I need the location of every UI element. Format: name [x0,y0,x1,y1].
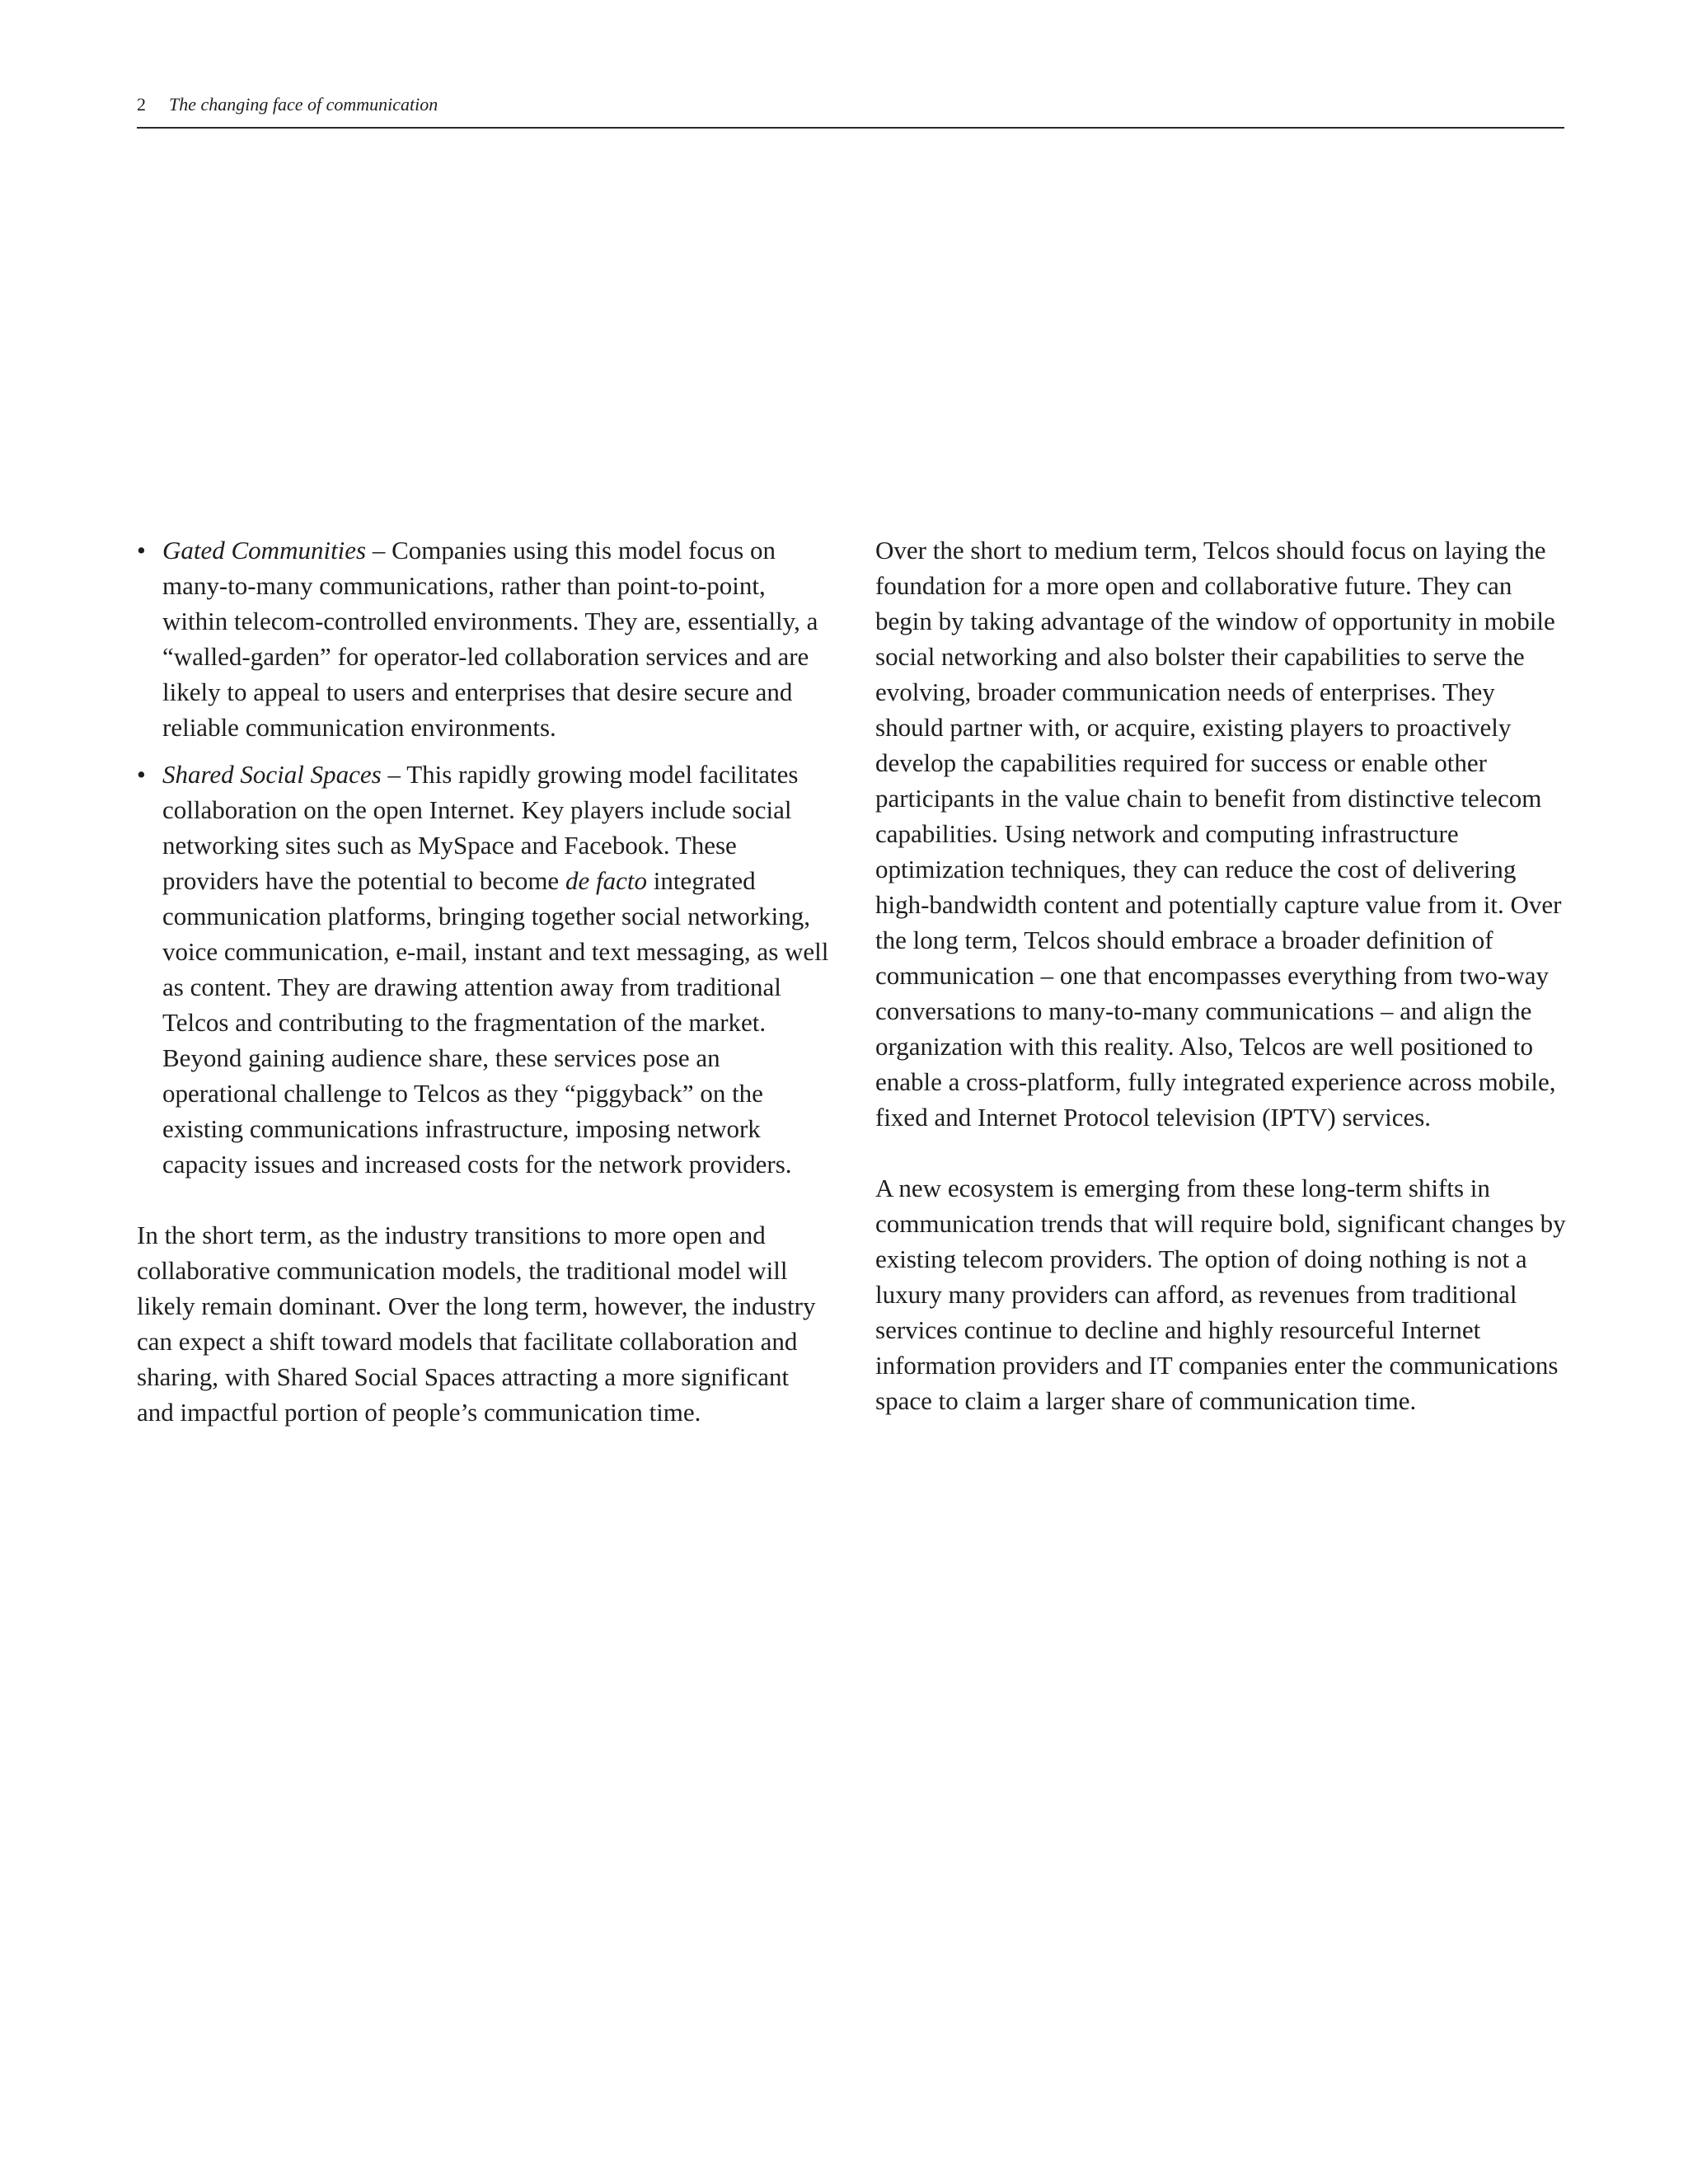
bullet-item-gated-communities [137,532,829,745]
paragraph: Over the short to medium term, Telcos should focus on laying the foundation for a more open and collaborative future. They can begin by taking advantage of the window of opportunity in mobile social networking and also bolster their capabilities to serve the evolving, broader communication needs of enterprises. They should partner with, or acquire, existing players to proactively develop the capabilities required for success or enable other participants in the value chain to benefit from distinctive telecom capabilities. Using network and computing infrastructure optimization techniques, they can reduce the cost of delivering high-bandwidth content and potentially capture value from it. Over the long term, Telcos should embrace a broader definition of communication – one that encompasses everything from two-way conversations to many-to-many communications – and align the organization with this reality. Also, Telcos are well positioned to enable a cross-platform, fully integrated experience across mobile, fixed and Internet Protocol television (IPTV) services. [875,536,1562,1132]
bullet-term: Shared Social Spaces [162,760,382,789]
bullet-list [137,532,829,1182]
bullet-item-shared-social-spaces [137,757,829,1182]
bullet-text: integrated communication platforms, bringing together social networking, voice communication, e-mail, instant and text messaging, as well as content. They are drawing attention away from traditional Telcos and contributing to the fragmentation of the market. Beyond gaining audience share, these services pose an operational challenge to Telcos as they “piggyback” on the existing communications infrastructure, imposing network capacity issues and increased costs for the network providers. [162,866,829,1179]
bullet-icon: • [137,536,146,565]
page-number: 2 [137,94,146,115]
paragraph: A new ecosystem is emerging from these long-term shifts in communication trends that will require bold, significant changes by existing telecom providers. The option of doing nothing is not a luxury many providers can afford, as revenues from traditional services continue to decline and highly resourceful Internet information providers and IT companies enter the communications space to claim a larger share of communication time. [875,1174,1566,1415]
running-header [137,92,1564,129]
left-column [137,532,829,1430]
closing-paragraph: In the short term, as the industry transitions to more open and collaborative communication models, the traditional model will likely remain dominant. Over the long term, however, the industry can expect a shift toward models that facilitate collaboration and sharing, with Shared Social Spaces attracting a more significant and impactful portion of people’s communication time. [137,1221,816,1427]
bullet-text: – Companies using this model focus on many-to-many communications, rather than point-to-point, within telecom-controlled environments. They are, essentially, a “walled-garden” for operator-led collaboration services and are likely to appeal to users and enterprises that desire secure and reliable communication environments. [162,536,818,742]
bullet-emphasis: de facto [565,866,647,895]
section-title: The changing face of communication [169,94,438,115]
right-column [875,532,1568,1418]
bullet-icon: • [137,760,146,789]
bullet-term: Gated Communities [162,536,367,565]
bullet-text: – This rapidly growing model facilitates collaboration on the open Internet. Key players include social networking sites such as MySpace and Facebook. These providers have the potential to become [162,760,799,895]
